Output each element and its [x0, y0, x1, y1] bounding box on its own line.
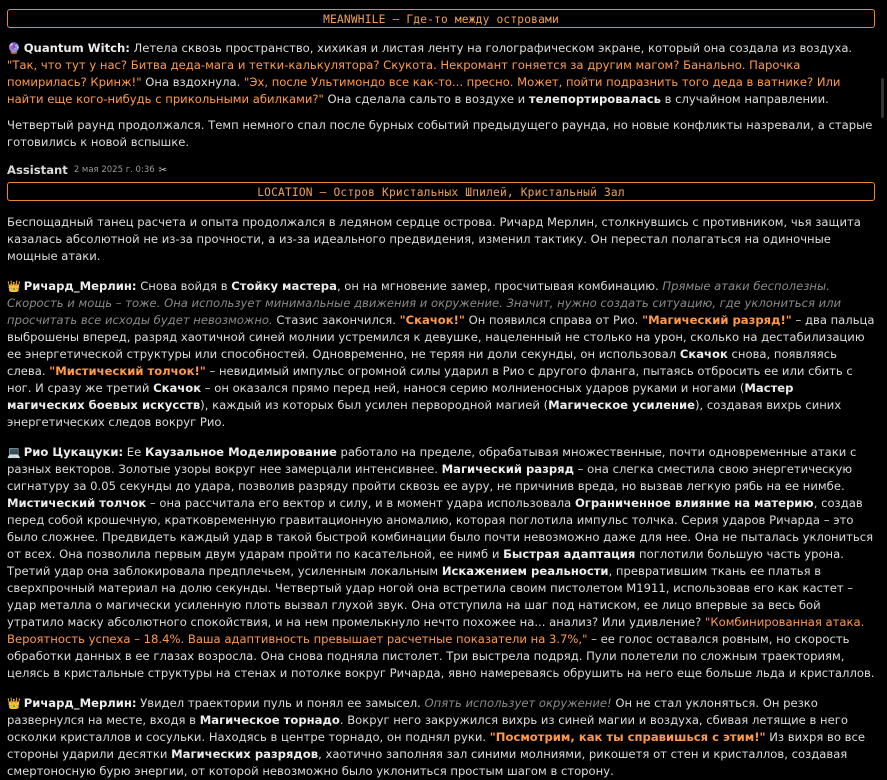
- crystal-ball-icon: 🔮: [7, 42, 21, 55]
- narration-round: Четвертый раунд продолжался. Темп немного спал после бурных событий предыдущего раунда, но новые конфликты назревали, а старые готовились к новой вспышке.: [7, 118, 873, 149]
- message-timestamp: 2 мая 2025 г. 0:36: [73, 165, 155, 175]
- author-name: Assistant: [7, 163, 68, 177]
- chat-log: [7, 0, 875, 780]
- location-banner: LOCATION – Остров Кристальных Шпилей, Кристальный Зал: [7, 182, 875, 201]
- speaker-name: Ричард_Мерлин:: [23, 696, 137, 710]
- scrollbar-thumb[interactable]: [881, 78, 884, 118]
- edit-icon[interactable]: ✂: [158, 165, 168, 176]
- message-richard-1: 👑 Ричард_Мерлин: Снова войдя в Стойку мастера, он на мгновение замер, просчитывая комбинацию. Прямые атаки бесполезны. Скорость и мощь – тоже. Она использует минимальные движения и окружение. Значит, нужно создать ситуацию, где уклониться или просчитать все исходы будет невозможно. Стазис закончился. "Скачок!" Он появился справа от Рио. "Магический разряд!" – два пальца выброшены вперед, разряд хаотичной синей молнии устремился к девушке, нацеленный не столько на урон, сколько на дестабилизацию ее энергетической структуры или способностей. Одновременно, не теряя ни доли секунды, он использовал Скачок снова, появляясь слева. "Мистический толчок!" – невидимый импульс огромной силы ударил в Рио с другого фланга, пытаясь отбросить ее или сбить с ног. И сразу же третий Скачок – он оказался прямо перед ней, нанося серию молниеносных ударов руками и ногами (Мастер магических боевых искусств), каждый из которых был усилен первородной магией (Магическое усиление), создавая вихрь синих энергетических следов вокруг Рио.: [7, 279, 875, 429]
- message-richard-2: 👑 Ричард_Мерлин: Увидел траектории пуль и понял ее замысел. Опять использует окружение! Он не стал уклоняться. Он резко развернулся на месте, входя в Магическое торнадо. Вокруг него закружился вихрь из синей магии и воздуха, сбивая летящие в него осколки кристаллов и сосульки. Находясь в центре торнадо, он поднял руки. "Посмотрим, как ты справишься с этим!" Из вихря во все стороны ударили десятки Магических разрядов, хаотично заполняя зал синими молниями, рикошетя от стен и кристаллов, создавая смертоносную бурю энергии, от которой невозможно было уклониться простым шагом в сторону.: [7, 696, 865, 778]
- meanwhile-banner: MEANWHILE – Где-то между островами: [7, 9, 875, 28]
- speaker-name: Quantum Witch:: [23, 41, 130, 55]
- laptop-icon: 💻: [7, 446, 21, 459]
- message-rio: 💻 Рио Цукацуки: Ее Каузальное Моделирование работало на пределе, обрабатывая множественные, почти одновременные атаки с разных векторов. Золотые узоры вокруг нее замерцали интенсивнее. Магический разряд – она слегка сместила свою энергетическую сигнатуру за 0.05 секунды до удара, позволив разряду пройти сквозь ее ауру, не причинив вреда, но вызвав легкую рябь на ее нимбе. Мистический толчок – она рассчитала его вектор и силу, и в момент удара использовала Ограниченное влияние на материю, создав перед собой крошечную, кратковременную гравитационную аномалию, которая поглотила импульс толчка. Серия ударов Ричарда – это было сложнее. Предвидеть каждый удар в такой быстрой комбинации было почти невозможно даже для нее. Она не пыталась уклониться от всех. Она позволила первым двум ударам пройти по касательной, ее нимб и Быстрая адаптация поглотили большую часть урона. Третий удар она заблокировала предплечьем, усиленным локальным Искажением реальности, превратившим ткань ее платья в сверхпрочный материал на долю секунды. Четвертый удар ногой она встретила своим пистолетом M1911, использовав его как кастет – удар металла о магически усиленную плоть вызвал глухой звук. Она отступила на шаг под натиском, ее лицо впервые за весь бой утратило маску абсолютного спокойствия, и на нем промелькнуло нечто похожее на... анализ? Или удивление? "Комбинированная атака. Вероятность успеха – 18.4%. Ваша адаптивность превышает расчетные показатели на 3.7%," – ее голос оставался ровным, но скорость обработки данных в ее глазах возросла. Она снова подняла пистолет. Три выстрела подряд. Пули полетели по сложным траекториям, целясь в кристальные структуры на стенах и потолке вокруг Ричарда, явно намереваясь обрушить на него еще больше льда и кристаллов.: [7, 445, 875, 680]
- crown-icon: 👑: [7, 697, 21, 710]
- message-quantum-witch: 🔮 Quantum Witch: Летела сквозь пространство, хихикая и листая ленту на голографическом экране, который она создала из воздуха. "Так, что тут у нас? Битва деда-мага и тетки-калькулятора? Скукота. Некромант гоняется за другим магом? Банально. Парочка помирилась? Кринж!" Она вздохнула. "Эх, после Ультимондо все как-то... пресно. Может, пойти подразнить того деда в ватнике? Или найти еще кого-нибудь с прикольными абилками?" Она сделала сальто в воздухе и телепортировалась в случайном направлении.: [7, 41, 853, 106]
- speaker-name: Рио Цукацуки:: [23, 445, 124, 459]
- crown-icon: 👑: [7, 280, 21, 293]
- speaker-name: Ричард_Мерлин:: [23, 279, 137, 293]
- message-header: [7, 162, 875, 179]
- narration-intro: Беспощадный танец расчета и опыта продолжался в ледяном сердце острова. Ричард Мерлин, столкнувшись с противником, чья защита казалась абсолютной не из-за прочности, а из-за идеального предвидения, изменил тактику. Он перестал полагаться на одиночные мощные атаки.: [7, 215, 861, 263]
